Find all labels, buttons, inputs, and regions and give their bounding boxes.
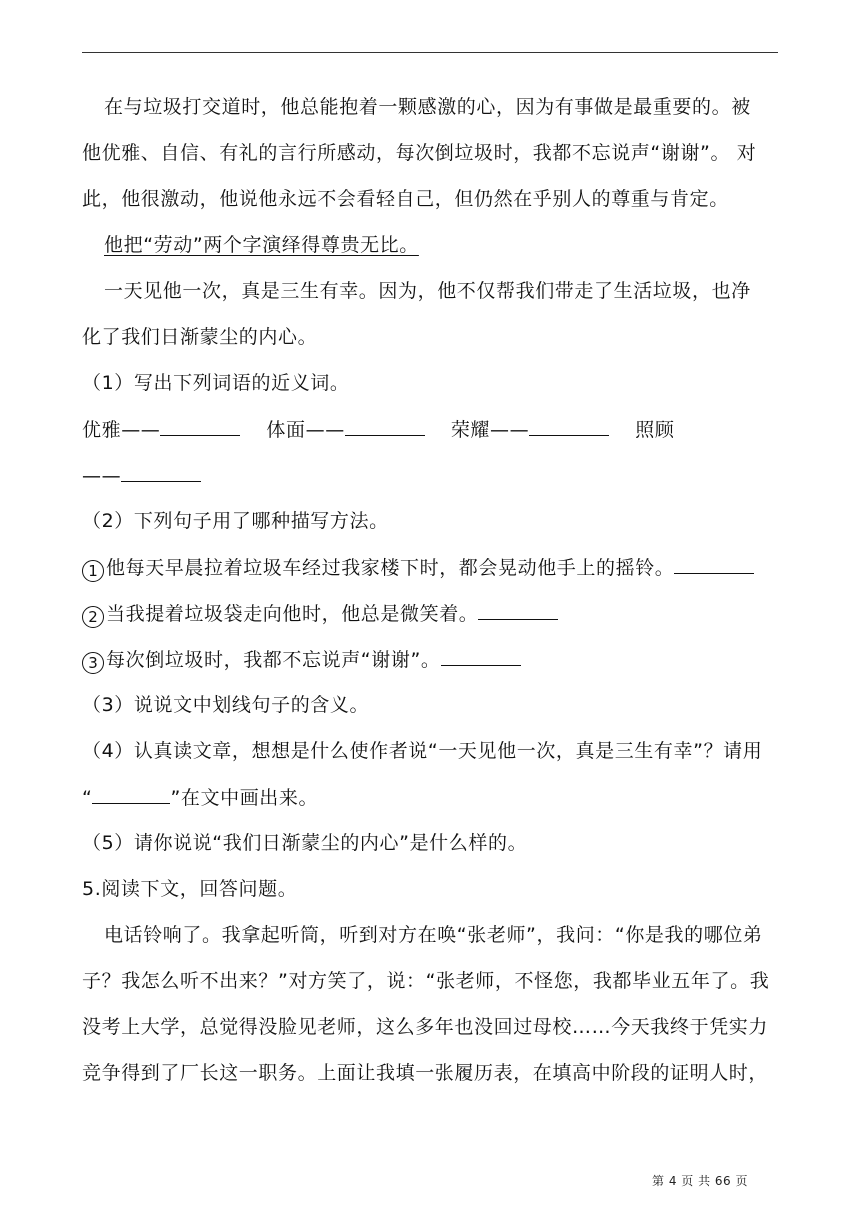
paragraph-line: 化了我们日渐蒙尘的内心。 [82, 326, 318, 348]
answer-blank[interactable] [160, 417, 240, 436]
q2-item [82, 647, 521, 674]
q4-rest-text: ”在文中画出来。 [170, 787, 319, 809]
circled-number: 2 [82, 606, 104, 628]
header-rule [82, 52, 778, 53]
page-number: 第 4 页 共 66 页 [652, 1174, 748, 1188]
synonym-word: 体面—— [266, 419, 345, 441]
paragraph-line: 竞争得到了厂长这一职务。上面让我填一张履历表，在填高中阶段的证明人时， [82, 1062, 769, 1084]
q2-item-text: 每次倒垃圾时，我都不忘说声“谢谢”。 [106, 649, 441, 671]
answer-blank[interactable] [529, 417, 609, 436]
paragraph-line: 在与垃圾打交道时，他总能抱着一颗感激的心，因为有事做是最重要的。被 [104, 96, 751, 118]
question-4-continued [82, 785, 318, 810]
question-2: （2）下列句子用了哪种描写方法。 [82, 510, 389, 532]
question-4: （4）认真读文章，想想是什么使作者说“一天见他一次，真是三生有幸”？请用 [82, 740, 763, 762]
answer-blank[interactable] [674, 555, 754, 574]
paragraph-line: 没考上大学，总觉得没脸见老师，这么多年也没回过母校……今天我终于凭实力 [82, 1016, 769, 1038]
answer-blank[interactable] [441, 647, 521, 666]
paragraph-line: 此，他很激动，他说他永远不会看轻自己，但仍然在乎别人的尊重与肯定。 [82, 188, 729, 210]
answer-blank[interactable] [121, 463, 201, 482]
open-quote: “ [82, 787, 93, 809]
synonym-word: 优雅—— [82, 419, 161, 441]
question-5: （5）请你说说“我们日渐蒙尘的内心”是什么样的。 [82, 832, 528, 854]
paragraph-line: 一天见他一次，真是三生有幸。因为，他不仅帮我们带走了生活垃圾，也净 [104, 280, 751, 302]
answer-blank[interactable] [345, 417, 425, 436]
synonym-row [82, 417, 674, 442]
circled-number: 3 [82, 652, 104, 674]
paragraph-line: 电话铃响了。我拿起听筒，听到对方在唤“张老师”，我问：“你是我的哪位弟 [104, 924, 763, 946]
underlined-sentence-text: 他把“劳动”两个字演绎得尊贵无比。 [104, 234, 419, 256]
question-1: （1）写出下列词语的近义词。 [82, 372, 350, 394]
question-3: （3）说说文中划线句子的含义。 [82, 694, 370, 716]
q2-item [82, 555, 754, 582]
synonym-word: 照顾 [635, 419, 675, 441]
circled-number: 1 [82, 560, 104, 582]
q2-item-text: 当我提着垃圾袋走向他时，他总是微笑着。 [106, 603, 479, 625]
synonym-dash: —— [82, 465, 122, 487]
q2-item-text: 他每天早晨拉着垃圾车经过我家楼下时，都会晃动他手上的摇铃。 [106, 557, 675, 579]
underlined-sentence [104, 233, 419, 257]
q2-item [82, 601, 558, 628]
synonym-word: 荣耀—— [450, 419, 530, 441]
section-heading: 5.阅读下文，回答问题。 [82, 878, 298, 900]
paragraph-line: 他优雅、自信、有礼的言行所感动，每次倒垃圾时，我都不忘说声“谢谢”。 对 [82, 142, 757, 164]
synonym-row-continued [82, 463, 201, 488]
answer-blank[interactable] [92, 785, 170, 804]
paragraph-line: 子？我怎么听不出来？”对方笑了，说：“张老师，不怪您，我都毕业五年了。我 [82, 970, 770, 992]
answer-blank[interactable] [478, 601, 558, 620]
